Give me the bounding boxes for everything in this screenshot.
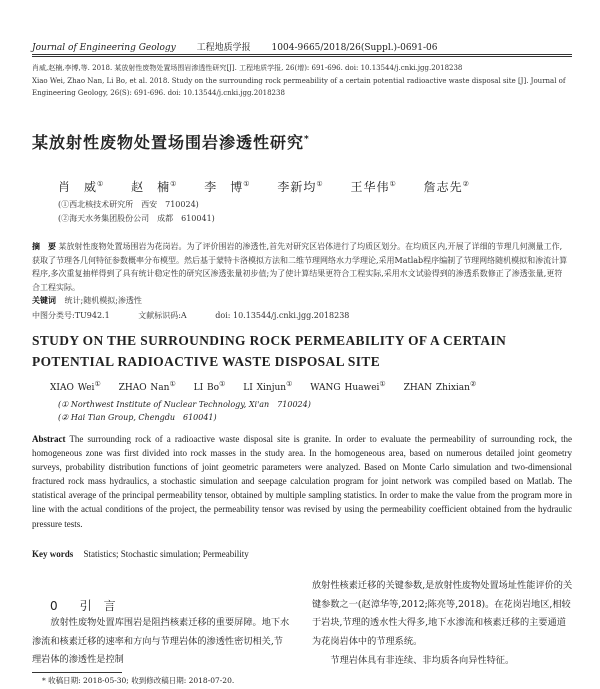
citation-cn: 肖威,赵楠,李博,等. 2018. 某放射性废物处置场围岩渗透性研究[J]. 工程地质学报, 26(增): 691-696. doi: 10.13544/j.cnki.jgg.2018238 [32,64,463,72]
abstract-cn-text: 某放射性废物处置场围岩为花岗岩。为了评价围岩的渗透性,首先对研究区岩体进行了均质区划分。在均质区内,开展了详细的节理几何测量工作,获取了节理各几何特征参数概率分布模型。然后基于蒙特卡洛模拟方法和二维节理网络水力学理论,采用Matlab程序编制了节理网络随机模拟和渗流计算程序,多次重复抽样得到了具有统计稳定性的研究区渗透张量初步值;为了使计算结果更符合工程实际,采用水文试验得到的渗透系数修正了渗透张量,更符合工程实际。 [32,242,568,292]
affiliations-en [58,398,311,424]
section-number: 0 [50,599,58,613]
affiliations-cn [58,198,215,226]
journal-name-cn: 工程地质学报 [196,43,251,53]
meta-cn [32,310,375,321]
footnote: * 收稿日期: 2018-05-30; 收到修改稿日期: 2018-07-20. [42,676,235,685]
header-rule [32,54,572,55]
title-cn-mark: * [304,134,310,145]
title-cn-text: 某放射性废物处置场围岩渗透性研究 [32,133,305,152]
authors-cn [58,178,492,195]
author-cn: 李 博① [204,180,251,194]
affiliation-cn-1: (①西北核技术研究所 西安 710024) [58,200,199,209]
title-en: STUDY ON THE SURROUNDING ROCK PERMEABILITY OF A CERTAIN POTENTIAL RADIOACTIVE WASTE DISPOSAL SITE [32,333,507,369]
author-en: ZHAO Nan① [118,380,176,393]
abstract-en-label: Abstract [32,434,66,444]
issn: 1004-9665/2018/26(Suppl.)-0691-06 [271,43,438,53]
title-cn [32,130,310,153]
author-en: ZHAN Zhixian② [403,380,477,393]
keywords-cn-label: 关键词 [32,296,56,306]
section-title: 引 言 [79,599,116,613]
authors-en [50,380,490,393]
right-column-text: 放射性核素迁移的关键参数,是放射性废物处置场址性能评价的关键参数之一(赵漳华等,2012;陈亮等,2018)。在花岗岩地区,相较于岩块,节理的透水性大得多,地下水渗流和核素迁移的主要通道为花岗岩体中的节理系统。 [312,580,573,647]
keywords-en [32,549,249,559]
header-rule-2 [32,56,572,57]
section-heading [50,597,138,614]
footnote-rule [32,672,122,673]
author-en: XIAO Wei① [50,380,101,393]
left-column-text: 放射性废物处置库围岩是阻挡核素迁移的重要屏障。地下水渗流和核素迁移的速率和方向与节理岩体的渗透性密切相关,节理岩体的渗透性是控制 [32,617,290,666]
author-cn: 李新均① [277,180,324,194]
affiliation-en-1: (① Northwest Institute of Nuclear Technology, Xi'an 710024) [58,400,311,409]
citation-en-2: Engineering Geology, 26(S): 691-696. doi: 10.13544/j.cnki.jgg.2018238 [32,89,285,97]
keywords-en-label: Key words [32,549,74,559]
doi: doi: 10.13544/j.cnki.jgg.2018238 [215,311,350,320]
affiliation-cn-2: (②海天水务集团股份公司 成都 610041) [58,214,215,223]
author-cn: 肖 威① [58,180,105,194]
right-column-last: 节理岩体具有非连续、非均质各向异性特征。 [330,655,515,666]
keywords-cn-text: 统计;随机模拟;渗透性 [64,296,142,306]
author-en: LI Xinjun① [243,380,293,393]
abstract-en [32,432,572,531]
journal-name-en: Journal of Engineering Geology [32,43,176,53]
keywords-en-text: Statistics; Stochastic simulation; Permeability [83,549,249,559]
affiliation-en-2: (② Hai Tian Group, Chengdu 610041) [58,413,217,422]
author-en: LI Bo① [193,380,226,393]
author-cn: 詹志先② [423,180,470,194]
citation-block [32,62,572,100]
author-cn: 赵 楠① [131,180,178,194]
document-code: 文献标识码:A [138,311,187,320]
abstract-en-text: The surrounding rock of a radioactive waste disposal site is granite. In order to evaluate the permeability of surrounding rock, the homogeneous zone was first divided into rock masses in the study area. In the homogeneous area, based on numerous detailed joint geometry surveys, probability distribution functions of joint geometric parameters were analyzed. Based on Monte Carlo simulation and two-dimensional fractured rock mass hydraulics, a stochastic simulation and seepage calculation program for joint network was compiled based on Matlab. The statistical average of the principal permeability tensor, obtained by multiple sampling statistics. In order to make the value from the program more in line with the actual conditions of the project, the permeability tensor was revised by using the permeability coefficient obtained from the hydraulic pressure tests. [32,434,573,529]
citation-en-1: Xiao Wei, Zhao Nan, Li Bo, et al. 2018. Study on the surrounding rock permeability of a certain potential radioactive waste disposal site [J]. Journal of [32,76,566,85]
author-en: WANG Huawei① [310,380,386,393]
journal-header [32,40,572,53]
abstract-cn-label: 摘 要 [32,242,56,251]
clc-number: 中图分类号:TU942.1 [32,311,110,320]
abstract-cn [32,240,570,308]
author-cn: 王华伟① [350,180,397,194]
